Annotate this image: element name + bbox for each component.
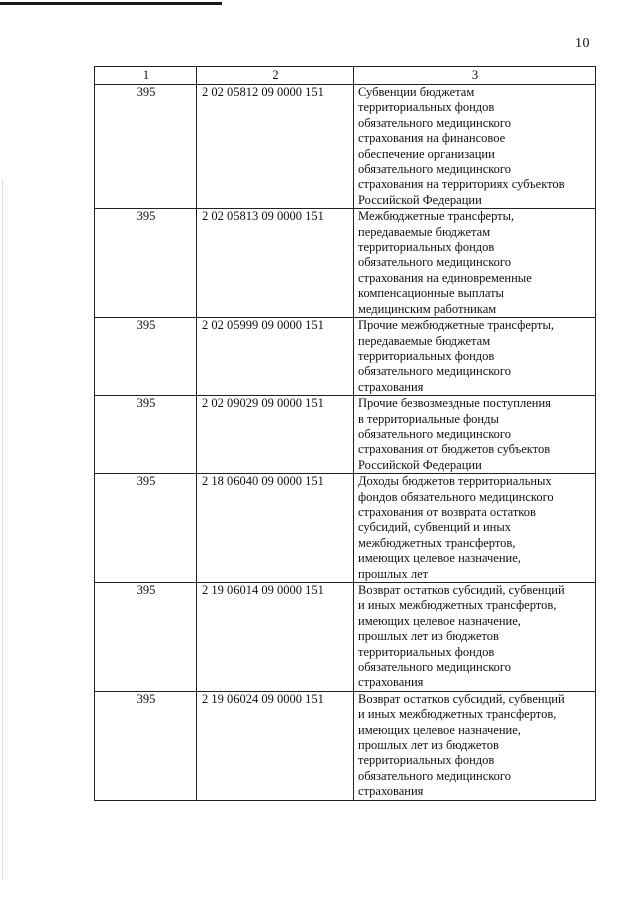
admin-code-cell: 395 — [95, 691, 197, 800]
description-line: территориальных фондов — [358, 348, 495, 363]
description-line: страхования на территориях субъектов — [358, 177, 565, 192]
revenue-description-cell — [354, 474, 596, 583]
description-line: обязательного медицинского — [358, 255, 512, 270]
description-line: прошлых лет — [358, 566, 429, 581]
admin-code-cell: 395 — [95, 396, 197, 474]
description-line: Субвенции бюджетам — [358, 85, 475, 99]
description-line: фондов обязательного медицинского — [358, 489, 554, 504]
description-line: страхования — [358, 379, 424, 394]
scan-edge-specks — [2, 180, 5, 880]
description-line: субсидий, субвенций и иных — [358, 520, 511, 535]
admin-code-cell: 395 — [95, 85, 197, 209]
description-line: страхования от возврата остатков — [358, 504, 536, 519]
table-row — [95, 583, 596, 692]
description-line: Возврат остатков субсидий, субвенций — [358, 691, 565, 706]
description-line: обязательного медицинского — [358, 660, 512, 675]
description-line: Прочие безвозмездные поступления — [358, 396, 551, 411]
description-line: страхования от бюджетов субъектов — [358, 442, 551, 457]
description-line: передаваемые бюджетам — [358, 333, 491, 348]
description-line: и иных межбюджетных трансфертов, — [358, 707, 557, 722]
revenue-description-cell — [354, 583, 596, 692]
description-line: медицинским работникам — [358, 301, 497, 316]
column-header-1: 1 — [95, 67, 197, 85]
description-line: территориальных фондов — [358, 100, 495, 115]
description-line: в территориальные фонды — [358, 411, 499, 426]
description-line: Межбюджетные трансферты, — [358, 209, 515, 224]
budget-classification-code-cell: 2 02 09029 09 0000 151 — [197, 396, 354, 474]
table-row — [95, 209, 596, 318]
admin-code-cell: 395 — [95, 318, 197, 396]
budget-classification-code-cell: 2 02 05812 09 0000 151 — [197, 85, 354, 209]
description-line: страхования — [358, 784, 424, 799]
description-line: прошлых лет из бюджетов — [358, 629, 499, 644]
description-line: имеющих целевое назначение, — [358, 613, 521, 628]
top-rule — [0, 2, 222, 5]
budget-classification-code-cell: 2 02 05813 09 0000 151 — [197, 209, 354, 318]
revenue-description-cell — [354, 318, 596, 396]
admin-code-cell: 395 — [95, 209, 197, 318]
admin-code-cell: 395 — [95, 474, 197, 583]
budget-classification-code-cell: 2 19 06014 09 0000 151 — [197, 583, 354, 692]
description-line: прошлых лет из бюджетов — [358, 738, 499, 753]
description-line: Доходы бюджетов территориальных — [358, 474, 552, 489]
description-line: обязательного медицинского — [358, 115, 512, 130]
description-line: страхования на финансовое — [358, 131, 506, 146]
column-header-3: 3 — [354, 67, 596, 85]
table-row — [95, 85, 596, 209]
budget-classification-code-cell: 2 19 06024 09 0000 151 — [197, 691, 354, 800]
table-row — [95, 396, 596, 474]
description-line: межбюджетных трансфертов, — [358, 535, 516, 550]
table-header-row — [95, 67, 596, 85]
description-line: территориальных фондов — [358, 240, 495, 255]
description-line: обязательного медицинского — [358, 162, 512, 177]
description-line: имеющих целевое назначение, — [358, 551, 521, 566]
admin-code-cell: 395 — [95, 583, 197, 692]
description-line: страхования на единовременные — [358, 270, 532, 285]
budget-classification-code-cell: 2 02 05999 09 0000 151 — [197, 318, 354, 396]
description-line: Возврат остатков субсидий, субвенций — [358, 583, 565, 597]
revenue-description-cell — [354, 209, 596, 318]
description-line: передаваемые бюджетам — [358, 224, 491, 239]
table-row — [95, 474, 596, 583]
description-line: имеющих целевое назначение, — [358, 722, 521, 737]
description-line: страхования — [358, 675, 424, 690]
description-line: Российской Федерации — [358, 457, 482, 472]
budget-classification-code-cell: 2 18 06040 09 0000 151 — [197, 474, 354, 583]
description-line: территориальных фондов — [358, 753, 495, 768]
description-line: обязательного медицинского — [358, 364, 512, 379]
column-header-2: 2 — [197, 67, 354, 85]
description-line: компенсационные выплаты — [358, 286, 504, 301]
table-body — [95, 85, 596, 801]
description-line: и иных межбюджетных трансфертов, — [358, 598, 557, 613]
revenue-description-cell — [354, 85, 596, 209]
page-number: 10 — [575, 36, 590, 51]
description-line: обязательного медицинского — [358, 426, 512, 441]
description-line: Российской Федерации — [358, 192, 482, 207]
table-row — [95, 691, 596, 800]
revenue-description-cell — [354, 396, 596, 474]
revenue-description-cell — [354, 691, 596, 800]
table-row — [95, 318, 596, 396]
description-line: территориальных фондов — [358, 644, 495, 659]
description-line: обеспечение организации — [358, 146, 495, 161]
description-line: Прочие межбюджетные трансферты, — [358, 318, 554, 333]
budget-codes-table — [94, 66, 596, 801]
description-line: обязательного медицинского — [358, 768, 512, 783]
